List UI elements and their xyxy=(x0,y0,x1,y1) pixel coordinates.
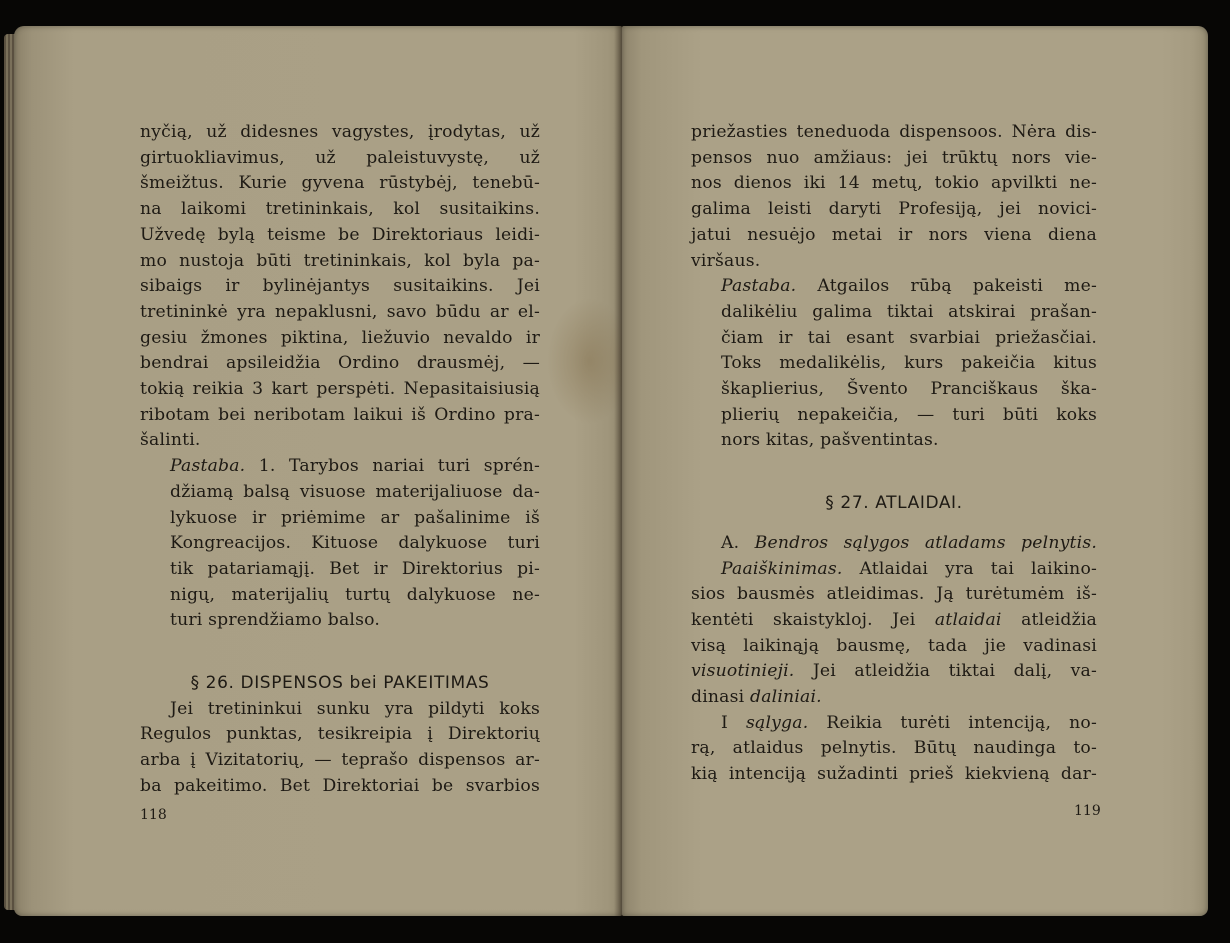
section-26-heading: § 26. DISPENSOS bei PAKEITIMAS xyxy=(190,673,490,694)
left-paragraph-1 xyxy=(140,120,540,454)
text-line: džiamą balsą visuose materijaliuose da- xyxy=(170,481,540,502)
right-page-number: 119 xyxy=(1074,803,1101,819)
text-line: plierių nepakeičia, — turi būti koks xyxy=(721,404,1097,425)
text-line: sibaigs ir bylinėjantys susitaikins. Jei xyxy=(140,276,540,297)
right-page-text xyxy=(691,120,1097,788)
text-line: šalinti. xyxy=(140,430,201,451)
text-line: Užvedę bylą teisme be Direktoriaus leidi- xyxy=(140,224,540,245)
text-line: dalikėliu galima tiktai atskirai prašan- xyxy=(721,301,1097,322)
text-line: arba į Vizitatorių, — teprašo dispensos ar- xyxy=(140,750,540,771)
condition-label: sąlyga. xyxy=(745,712,809,733)
text-line: tokią reikia 3 kart perspėti. Nepasitaisiusią xyxy=(140,379,540,400)
right-paragraph-1 xyxy=(691,120,1097,274)
explanation-label: Paaiškinimas. xyxy=(721,558,843,579)
text-line: Regulos punktas, tesikreipia į Direktorių xyxy=(140,724,540,745)
text-line: Jei tretininkui sunku yra pildyti koks xyxy=(170,698,540,719)
text-line: jatui nesuėjo metai ir nors viena diena xyxy=(691,224,1097,245)
left-note-body xyxy=(140,480,540,634)
right-note-label: Pastaba. xyxy=(721,276,797,297)
text-line: priežasties teneduoda dispensoos. Nėra dis- xyxy=(691,122,1097,142)
text-line: nos dienos iki 14 metų, tokio apvilkti ne- xyxy=(691,173,1097,194)
text-line: tik patariamąjį. Bet ir Direktorius pi- xyxy=(170,558,540,579)
text-line: bendrai apsileidžia Ordino drausmėj, — xyxy=(140,353,540,374)
right-note-first-line: Pastaba. Atgailos rūbą pakeisti me- xyxy=(721,276,1097,297)
text-line: čiam ir tai esant svarbiai priežasčiai. xyxy=(721,327,1097,348)
right-note-body xyxy=(691,300,1097,454)
explanation-line: dinasi daliniai. xyxy=(691,687,822,708)
text-line: turi sprendžiamo balso. xyxy=(170,610,381,631)
text-line: lykuose ir priėmime ar pašalinime iš xyxy=(170,507,540,528)
text-line: nors kitas, pašventintas. xyxy=(721,430,939,451)
explanation-line: sios bausmės atleidimas. Ją turėtumėm iš- xyxy=(691,584,1097,605)
text-line: nigų, materijalių turtų dalykuose ne- xyxy=(170,584,540,605)
condition-first-line: I sąlyga. Reikia turėti intenciją, no- xyxy=(721,712,1097,733)
left-page-text xyxy=(140,120,540,800)
text-line: rą, atlaidus pelnytis. Būtų naudinga to- xyxy=(691,738,1097,759)
text-line: šmeižtus. Kurie gyvena rūstybėj, tenebū- xyxy=(140,173,540,194)
text-line: pensos nuo amžiaus: jei trūktų nors vie- xyxy=(691,147,1097,168)
left-note-first-line: Pastaba. 1. Tarybos nariai turi sprén- xyxy=(170,456,540,477)
text-line: škaplierius, Švento Pranciškaus ška- xyxy=(721,379,1097,400)
text-line: na laikomi tretininkais, kol susitaikins. xyxy=(140,199,540,220)
subsection-a-title: A. Bendros sąlygos atladams pelnytis. xyxy=(721,532,1097,553)
text-line: ribotam bei neribotam laikui iš Ordino pra- xyxy=(140,404,540,425)
condition-body xyxy=(691,736,1097,787)
left-page xyxy=(14,26,622,916)
explanation-line: visą laikinąją bausmę, tada jie vadinasi xyxy=(691,635,1097,656)
text-line: Toks medalikėlis, kurs pakeičia kitus xyxy=(721,353,1097,374)
explanation-line: visuotinieji. Jei atleidžia tiktai dalį, va- xyxy=(691,661,1097,682)
explanation-line: kentėti skaistykloj. Jei atlaidai atleidžia xyxy=(691,609,1097,630)
explanation-first-line: Paaiškinimas. Atlaidai yra tai laikino- xyxy=(721,558,1097,579)
text-line: galima leisti daryti Profesiją, jei novici- xyxy=(691,199,1097,220)
text-line: gesiu žmones piktina, liežuvio nevaldo ir xyxy=(140,327,540,348)
text-line: nyčią, už didesnes vagystes, įrodytas, už xyxy=(140,122,540,142)
text-line: viršaus. xyxy=(691,250,761,271)
text-line: ba pakeitimo. Bet Direktoriai be svarbios xyxy=(140,775,540,796)
text-line: girtuokliavimus, už paleistuvystę, už xyxy=(140,147,540,168)
right-page xyxy=(622,26,1208,916)
section-26-body xyxy=(140,697,540,800)
text-line: Kongreacijos. Kituose dalykuose turi xyxy=(170,533,540,554)
text-line: kią intenciją sužadinti prieš kiekvieną dar- xyxy=(691,764,1097,785)
left-page-number: 118 xyxy=(140,807,167,823)
open-book xyxy=(14,26,1208,916)
section-27-heading: § 27. ATLAIDAI. xyxy=(825,493,963,514)
text-line: tretininkė yra nepaklusni, savo būdu ar el- xyxy=(140,301,540,322)
text-line: mo nustoja būti tretininkais, kol byla pa- xyxy=(140,250,540,271)
left-note-label: Pastaba. xyxy=(170,456,246,477)
